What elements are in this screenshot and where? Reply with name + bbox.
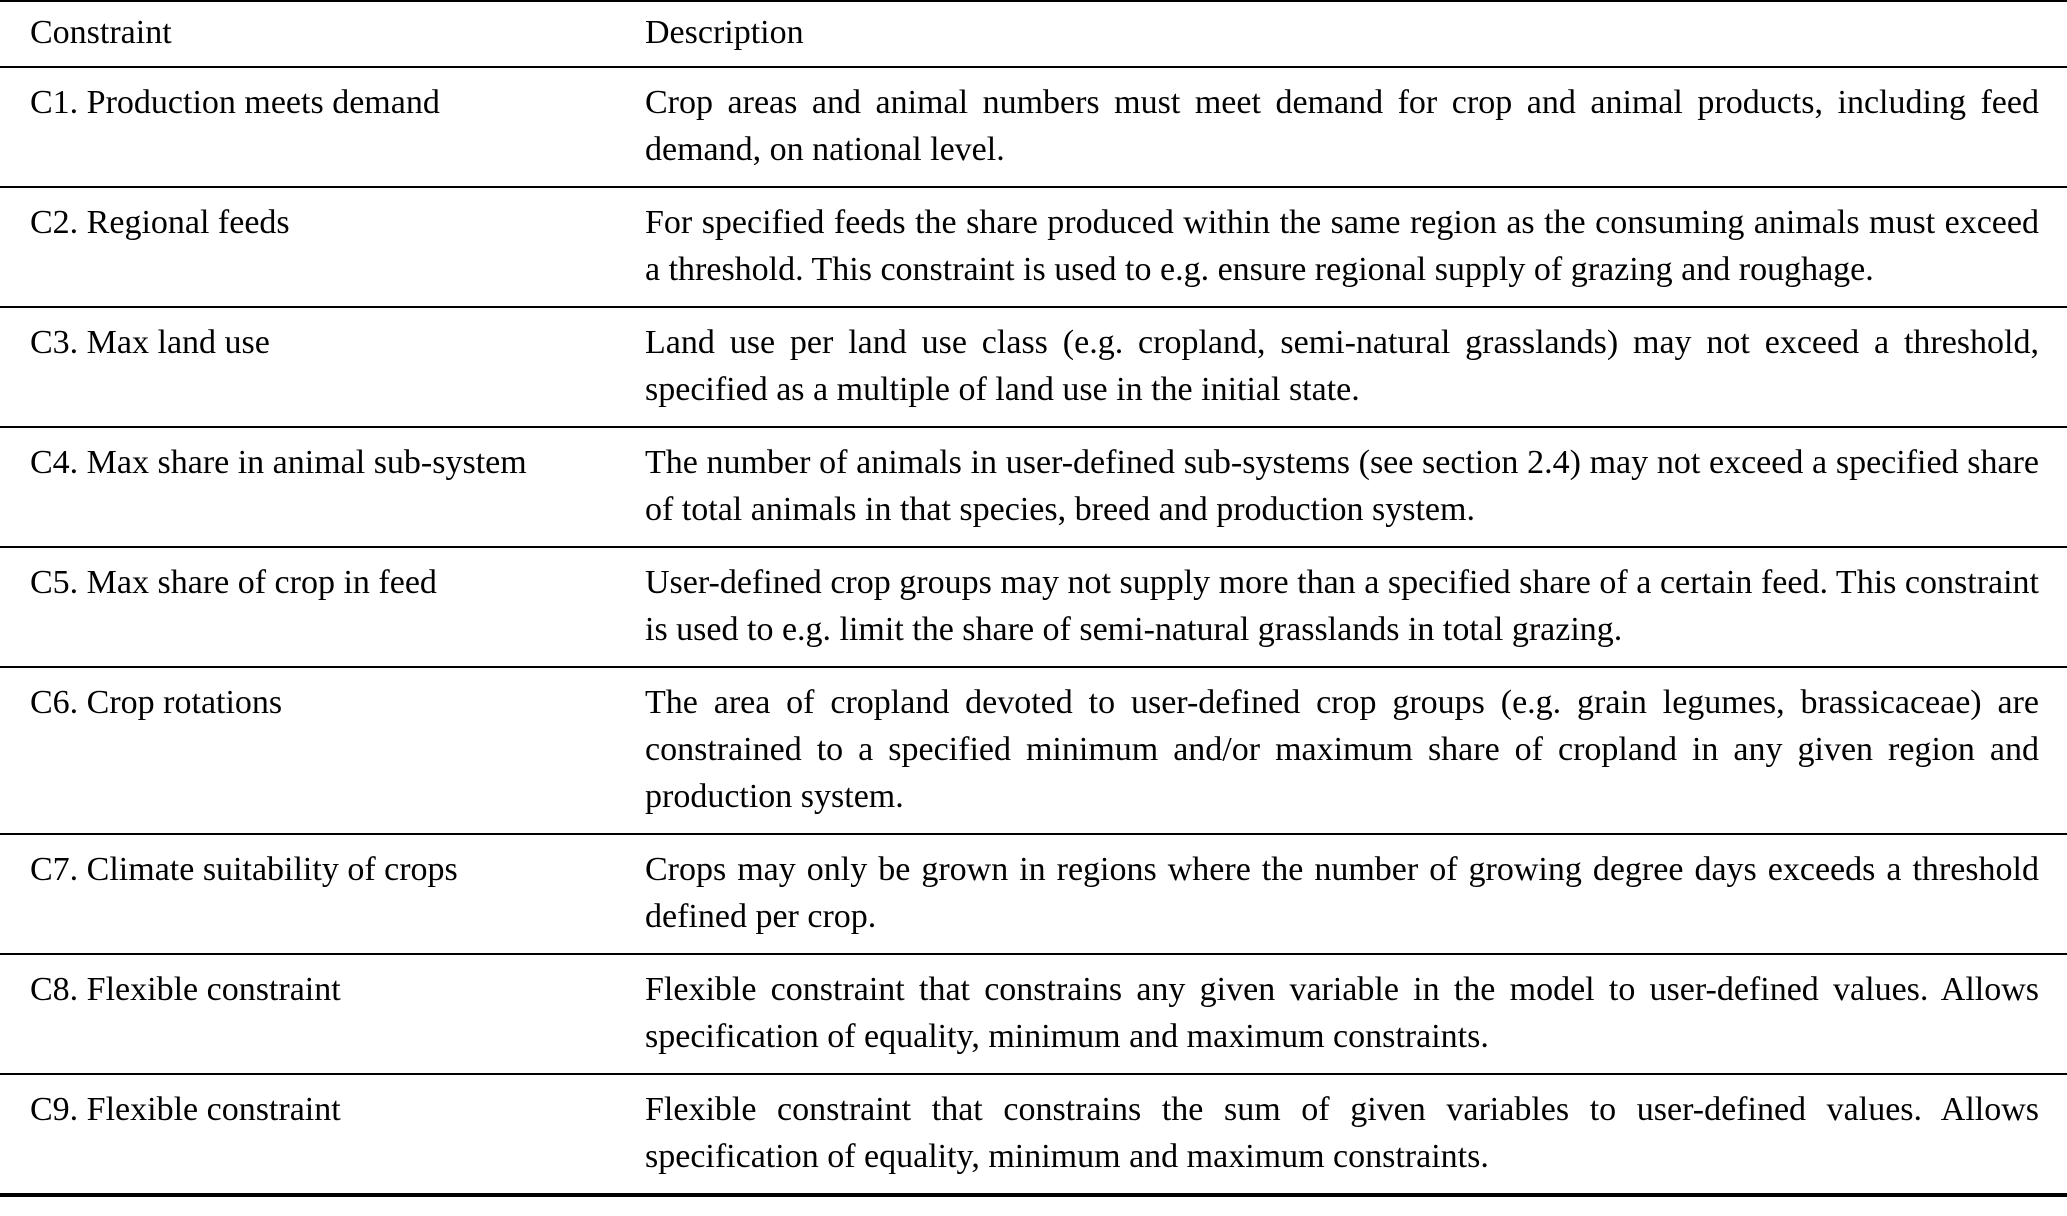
table-row-c6 <box>0 667 2067 834</box>
table-row-c2 <box>0 187 2067 307</box>
column-header-description: Description <box>645 1 2067 67</box>
constraint-description: The area of cropland devoted to user-defined crop groups (e.g. grain legumes, brassicaceae) are constrained to a specified minimum and/or maximum share of cropland in any given region and production system. <box>645 667 2067 834</box>
constraint-label: C7. Climate suitability of crops <box>0 834 645 954</box>
table-row-c9 <box>0 1074 2067 1195</box>
constraint-label: C2. Regional feeds <box>0 187 645 307</box>
table-row-c8 <box>0 954 2067 1074</box>
constraint-label: C5. Max share of crop in feed <box>0 547 645 667</box>
constraint-description: User-defined crop groups may not supply more than a specified share of a certain feed. This constraint is used to e.g. limit the share of semi-natural grasslands in total grazing. <box>645 547 2067 667</box>
constraint-description: Flexible constraint that constrains the sum of given variables to user-defined values. Allows specification of equality, minimum and maximum constraints. <box>645 1091 2039 1175</box>
constraint-label: C9. Flexible constraint <box>30 1091 341 1128</box>
column-header-constraint: Constraint <box>0 1 645 67</box>
constraint-description: Crops may only be grown in regions where the number of growing degree days exceeds a threshold defined per crop. <box>645 834 2067 954</box>
table-row-c4 <box>0 427 2067 547</box>
constraint-description: Flexible constraint that constrains any given variable in the model to user-defined values. Allows specification of equality, minimum and maximum constraints. <box>645 954 2067 1074</box>
constraint-label: C8. Flexible constraint <box>0 954 645 1074</box>
constraint-description: Land use per land use class (e.g. cropland, semi-natural grasslands) may not exceed a threshold, specified as a multiple of land use in the initial state. <box>645 307 2067 427</box>
constraint-label: C1. Production meets demand <box>0 67 645 187</box>
table-row-c3 <box>0 307 2067 427</box>
constraint-label: C3. Max land use <box>0 307 645 427</box>
constraint-description: The number of animals in user-defined sub-systems (see section 2.4) may not exceed a specified share of total animals in that species, breed and production system. <box>645 427 2067 547</box>
constraint-description: For specified feeds the share produced within the same region as the consuming animals must exceed a threshold. This constraint is used to e.g. ensure regional supply of grazing and roughage. <box>645 187 2067 307</box>
table-row-c5 <box>0 547 2067 667</box>
constraint-label: C6. Crop rotations <box>0 667 645 834</box>
constraint-label: C4. Max share in animal sub-system <box>0 427 645 547</box>
table-row-c1 <box>0 67 2067 187</box>
table-row-c7 <box>0 834 2067 954</box>
header-row <box>0 1 2067 67</box>
constraint-description: Crop areas and animal numbers must meet demand for crop and animal products, including feed demand, on national level. <box>645 67 2067 187</box>
